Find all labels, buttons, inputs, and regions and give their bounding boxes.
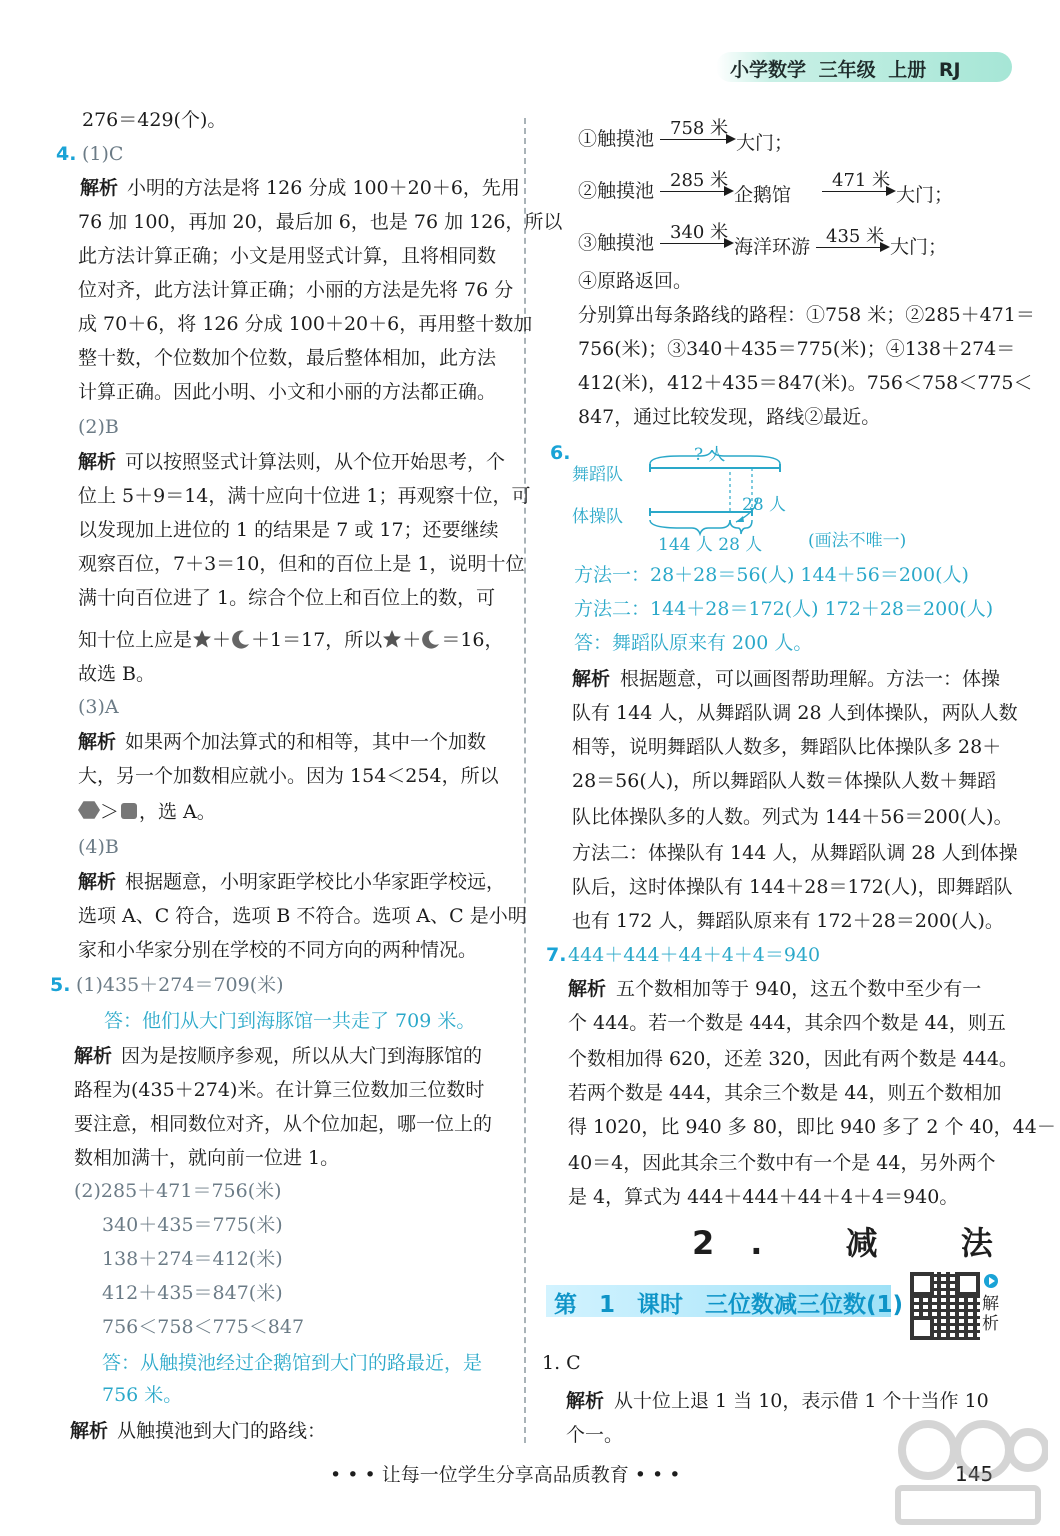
calc-line: 340＋435＝775(米) [102,1214,283,1236]
line-with-shapes [78,795,216,829]
line: 分别算出每条路线的路程：①758 米；②285＋471＝ [578,304,1035,326]
qr-code-icon[interactable] [910,1272,980,1340]
line: 412(米)，412＋435＝847(米)。756＜758＜775＜ [578,372,1033,394]
header-label: 小学数学 三年级 上册 RJ [730,59,961,81]
line: 观察百位，7＋3＝10，但和的百位上是 1，说明十位 [78,553,525,575]
text: ＝16， [441,629,504,651]
line: 756(米)；③340＋435＝775(米)；④138＋274＝ [578,338,1016,360]
line: 如果两个加法算式的和相等，其中一个加数 [125,731,487,753]
line: 家和小华家分别在学校的不同方向的两种情况。 [78,939,478,961]
text: 知十位上应是 [78,629,193,651]
line: 要注意，相同数位对齐，从个位加起，哪一位上的 [74,1113,493,1135]
route-end: 大门； [896,184,954,206]
answer-line: 答：从触摸池经过企鹅馆到大门的路最近，是 [102,1352,483,1374]
line: 位对齐，此方法计算正确；小丽的方法是先将 76 分 [78,279,514,301]
line: 数相加满十，就向前一位进 1。 [74,1147,340,1169]
qr-corner [956,1272,980,1296]
answer-line: 1. C [542,1352,581,1374]
line: 故选 B。 [78,663,156,685]
calc-line: 138＋274＝412(米) [102,1248,283,1270]
diagram-label-gym: 体操队 [572,507,623,527]
line: 是 4，算式为 444＋444＋44＋4＋4＝940。 [568,1186,959,1208]
qr-label: 解析 [982,1294,999,1334]
line: 位上 5＋9＝14，满十应向十位进 1；再观察十位，可 [78,485,531,507]
question-number: 5. [50,974,71,996]
page-number: 145 [955,1462,994,1486]
route-start: ②触摸池 [578,180,655,202]
line: 也有 172 人，舞蹈队原来有 172＋28＝200(人)。 [572,910,1004,932]
line: 76 加 100，再加 20，最后加 6，也是 76 加 126，所以 [78,211,563,233]
sub-answer: (3)A [78,696,119,718]
diagram-side-label: 28 人 [742,495,787,515]
line: 队比体操队多的人数。列式为 144＋56＝200(人)。 [572,806,1013,828]
play-icon[interactable] [984,1274,998,1288]
line: 此方法计算正确；小文是用竖式计算，且将相同数 [78,245,497,267]
line: 28＝56(人)，所以舞蹈队人数＝体操队人数＋舞蹈 [572,770,997,792]
text: ＋ [212,629,232,651]
route-end: 大门； [890,236,948,258]
text: ＋ [402,629,422,651]
route-arrow-icon [822,191,894,192]
line: 以发现加上进位的 1 的结果是 7 或 17；还要继续 [78,519,499,541]
line: 队后，这时体操队有 144＋28＝172(人)，即舞蹈队 [572,876,1013,898]
line: 计算正确。因此小明、小文和小丽的方法都正确。 [78,381,497,403]
analysis-label: 解析 [568,978,607,1000]
star-shape-icon [382,629,402,649]
line: 根据题意，小明家距学校比小华家距学校远， [125,871,506,893]
text: ，选 A。 [139,801,216,823]
line: 大，另一个加数相应就小。因为 154＜254，所以 [78,765,499,787]
diagram-total-label: ? 人 [694,445,726,465]
calc-line: 412＋435＝847(米) [102,1282,283,1304]
route-distance: 758 米 [670,118,729,139]
line: 个数相加得 620，还差 320，因此有两个数是 444。 [568,1048,1018,1070]
calc-line: 756＜758＜775＜847 [102,1316,305,1338]
analysis-label: 解析 [78,451,117,473]
qr-corner [910,1316,934,1340]
answer-line: 756 米。 [102,1384,183,1406]
line-with-shapes [78,623,504,657]
line: 相等，说明舞蹈队人数多，舞蹈队比体操队多 28＋ [572,736,1002,758]
answer-line: 答：舞蹈队原来有 200 人。 [574,632,813,654]
footer-slogan: • • • 让每一位学生分享高品质教育 • • • [330,1464,681,1486]
method-line: 方法一：28＋28＝56(人) 144＋56＝200(人) [574,564,969,586]
sub-answer: (1)C [82,143,124,165]
line: 从触摸池到大门的路线： [117,1420,327,1442]
route-arrow-icon [660,191,732,192]
line: 若两个数是 444，其余三个数是 44，则五个数相加 [568,1082,1002,1104]
answer-line: 444＋444＋44＋4＋4＝940 [568,944,821,966]
line: 选项 A、C 符合，选项 B 不符合。选项 A、C 是小明 [78,905,527,927]
line: 成 70＋6，将 126 分成 100＋20＋6，再用整十数加 [78,313,533,335]
sub-answer: (2)B [78,416,119,438]
route-distance: 285 米 [670,170,729,191]
text: ＞ [100,801,120,823]
route-end: 大门； [736,132,794,154]
line: 整十数，个位数加个位数，最后整体相加，此方法 [78,347,497,369]
line: 276＝429(个)。 [82,109,227,131]
answer-line: 答：他们从大门到海豚馆一共走了 709 米。 [104,1010,476,1032]
line: 从十位上退 1 当 10，表示借 1 个十当作 10 [614,1390,989,1412]
line: 847，通过比较发现，路线②最近。 [578,406,881,428]
line: 小明的方法是将 126 分成 100＋20＋6，先用 [127,177,520,199]
calc-line: (2)285＋471＝756(米) [74,1180,282,1202]
lesson-title: 第 1 课时 三位数减三位数(1) [554,1292,904,1318]
section-title: 2. 减 法 [692,1224,1029,1262]
route-arrow-icon [660,139,734,140]
diagram-note: (画法不唯一) [808,531,907,551]
question-number: 6. [550,442,571,464]
text: ＋1＝17，所以 [251,629,383,651]
qr-corner [910,1272,934,1296]
line: 个 444。若一个数是 444，其余四个数是 44，则五 [568,1012,1006,1034]
analysis-label: 解析 [572,668,611,690]
moon-shape-icon [421,629,441,649]
diagram-label-dance: 舞蹈队 [572,465,623,485]
route-arrow-icon [660,243,732,244]
analysis-label: 解析 [78,871,117,893]
route-distance: 340 米 [670,222,729,243]
method-line: 方法二：144＋28＝172(人) 172＋28＝200(人) [574,598,994,620]
analysis-label: 解析 [80,177,119,199]
line: 五个数相加等于 940，这五个数中至少有一 [616,978,982,1000]
line: 路程为(435＋274)米。在计算三位数加三位数时 [74,1079,485,1101]
line: 队有 144 人，从舞蹈队调 28 人到体操队，两队人数 [572,702,1018,724]
sub-answer: (4)B [78,836,119,858]
route-option: ④原路返回。 [578,270,693,292]
analysis-label: 解析 [78,731,117,753]
line: 得 1020，比 940 多 80，即比 940 多了 2 个 40，44－ [568,1116,1056,1138]
analysis-label: 解析 [74,1045,113,1067]
line: 因为是按顺序参观，所以从大门到海豚馆的 [121,1045,483,1067]
line: 方法二：体操队有 144 人，从舞蹈队调 28 人到体操 [572,842,1018,864]
route-arrow-icon [816,247,888,248]
star-shape-icon [192,629,212,649]
line: 可以按照竖式计算法则，从个位开始思考，个 [125,451,506,473]
line: 满十向百位进了 1。综合个位上和百位上的数，可 [78,587,496,609]
question-number: 4. [56,143,77,165]
diagram-bottom-label: 144 人 28 人 [658,535,763,555]
route-mid: 企鹅馆 [734,184,792,206]
route-mid: 海洋环游 [734,236,811,258]
analysis-label: 解析 [70,1420,109,1442]
question-number: 7. [546,944,567,966]
route-distance: 435 米 [826,226,885,247]
moon-shape-icon [231,629,251,649]
line: 40＝4，因此其余三个数中有一个是 44，另外两个 [568,1152,996,1174]
line: 根据题意，可以画图帮助理解。方法一：体操 [620,668,1001,690]
route-start: ①触摸池 [578,128,655,150]
line: 个一。 [566,1424,624,1446]
watermark-logo-icon [888,1410,1048,1530]
square-shape-icon [119,801,139,821]
route-distance: 471 米 [832,170,891,191]
analysis-label: 解析 [566,1390,605,1412]
sub-answer: (1)435＋274＝709(米) [76,974,284,996]
route-start: ③触摸池 [578,232,655,254]
hexagon-shape-icon [78,799,100,821]
